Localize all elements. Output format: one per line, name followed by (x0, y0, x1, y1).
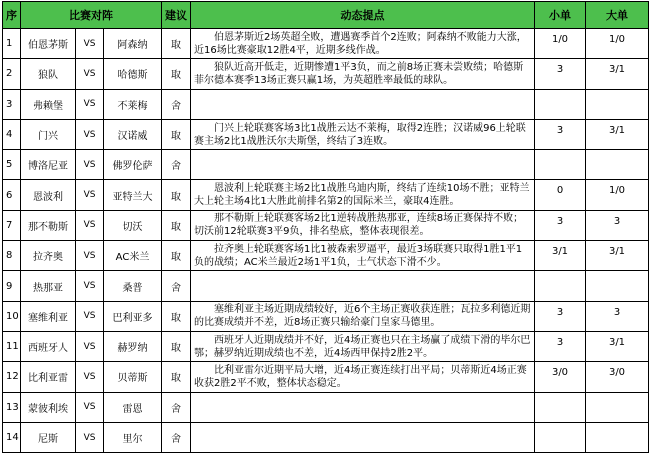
header-matchup: 比赛对阵 (21, 2, 162, 29)
table-row (3, 301, 649, 331)
analysis-text: 拉齐奥上轮联赛客场1比1被森索罗逼平，最近3场联赛只取得1胜1平1负的战绩；AC米兰最近2场1平1负，士气状态下滑不少。 (194, 243, 523, 268)
match-analysis (191, 210, 535, 240)
pick-suggestion: 取 (162, 119, 191, 149)
match-analysis (191, 271, 535, 301)
home-team: 恩波利 (21, 180, 76, 210)
versus-label: VS (76, 331, 104, 361)
versus-label: VS (76, 241, 104, 271)
away-team: 汉诺威 (104, 119, 162, 149)
versus-label: VS (76, 362, 104, 392)
match-analysis (191, 301, 535, 331)
away-team: AC米兰 (104, 241, 162, 271)
row-index: 9 (3, 271, 21, 301)
row-index: 8 (3, 241, 21, 271)
row-index: 3 (3, 89, 21, 119)
big-bet: 3/1 (586, 241, 649, 271)
small-bet: 0 (535, 180, 586, 210)
analysis-text: 西班牙人近期成绩并不好，近4场正赛也只在主场赢了成绩下滑的毕尔巴鄂；赫罗纳近期成绩也不差，近4场西甲保持2胜2平。 (194, 334, 531, 359)
row-index: 12 (3, 362, 21, 392)
match-analysis (191, 89, 535, 119)
row-index: 2 (3, 59, 21, 89)
home-team: 门兴 (21, 119, 76, 149)
row-index: 10 (3, 301, 21, 331)
pick-suggestion: 取 (162, 29, 191, 59)
big-bet (586, 271, 649, 301)
match-analysis (191, 241, 535, 271)
pick-suggestion: 取 (162, 362, 191, 392)
pick-suggestion: 舍 (162, 422, 191, 452)
row-index: 6 (3, 180, 21, 210)
small-bet: 3 (535, 119, 586, 149)
small-bet: 3/1 (535, 241, 586, 271)
small-bet (535, 422, 586, 452)
versus-label: VS (76, 301, 104, 331)
pick-suggestion: 取 (162, 59, 191, 89)
table-row (3, 150, 649, 180)
small-bet: 3 (535, 301, 586, 331)
analysis-text: 比利亚雷尔近期平局大增，近4场正赛连续打出平局；贝蒂斯近4场正赛收获2胜2平不败，整体状态稳定。 (194, 364, 527, 389)
home-team: 西班牙人 (21, 331, 76, 361)
match-analysis (191, 29, 535, 59)
header-row (3, 2, 649, 29)
row-index: 7 (3, 210, 21, 240)
home-team: 热那亚 (21, 271, 76, 301)
big-bet (586, 150, 649, 180)
header-small: 小单 (535, 2, 586, 29)
small-bet: 3 (535, 331, 586, 361)
table-row (3, 392, 649, 422)
row-index: 5 (3, 150, 21, 180)
analysis-text: 恩波利上轮联赛主场2比1战胜乌迪内斯，终结了连续10场不胜；亚特兰大上轮主场4比1大胜此前排名第2的国际米兰，豪取4连胜。 (194, 183, 530, 208)
match-analysis (191, 150, 535, 180)
small-bet (535, 89, 586, 119)
away-team: 哈德斯 (104, 59, 162, 89)
match-analysis (191, 362, 535, 392)
big-bet (586, 422, 649, 452)
pick-suggestion: 舍 (162, 271, 191, 301)
away-team: 阿森纳 (104, 29, 162, 59)
small-bet: 3 (535, 59, 586, 89)
away-team: 不莱梅 (104, 89, 162, 119)
row-index: 4 (3, 119, 21, 149)
match-analysis (191, 59, 535, 89)
small-bet (535, 392, 586, 422)
away-team: 佛罗伦萨 (104, 150, 162, 180)
home-team: 博洛尼亚 (21, 150, 76, 180)
big-bet: 3/1 (586, 59, 649, 89)
versus-label: VS (76, 119, 104, 149)
home-team: 塞维利亚 (21, 301, 76, 331)
table-row (3, 422, 649, 452)
table-row (3, 241, 649, 271)
table-row (3, 210, 649, 240)
away-team: 里尔 (104, 422, 162, 452)
row-index: 1 (3, 29, 21, 59)
big-bet: 3 (586, 210, 649, 240)
small-bet: 3 (535, 210, 586, 240)
pick-suggestion: 取 (162, 331, 191, 361)
table-row (3, 271, 649, 301)
small-bet: 3/0 (535, 362, 586, 392)
lottery-prediction-table (2, 1, 649, 453)
home-team: 弗赖堡 (21, 89, 76, 119)
pick-suggestion: 取 (162, 301, 191, 331)
match-analysis (191, 180, 535, 210)
away-team: 赫罗纳 (104, 331, 162, 361)
away-team: 桑普 (104, 271, 162, 301)
row-index: 13 (3, 392, 21, 422)
header-big: 大单 (586, 2, 649, 29)
pick-suggestion: 舍 (162, 89, 191, 119)
big-bet: 3/0 (586, 362, 649, 392)
row-index: 14 (3, 422, 21, 452)
table-body (3, 29, 649, 453)
pick-suggestion: 取 (162, 210, 191, 240)
match-analysis (191, 422, 535, 452)
big-bet: 3/1 (586, 331, 649, 361)
home-team: 那不勒斯 (21, 210, 76, 240)
table-row (3, 59, 649, 89)
versus-label: VS (76, 89, 104, 119)
away-team: 贝蒂斯 (104, 362, 162, 392)
small-bet (535, 150, 586, 180)
pick-suggestion: 舍 (162, 150, 191, 180)
table-row (3, 362, 649, 392)
analysis-text: 狼队近高开低走，近期惨遭1平3负，而之前8场正赛未尝败绩；哈德斯菲尔德本赛季13场正赛只赢1场，为英超胜率最低的球队。 (194, 61, 524, 86)
big-bet: 1/0 (586, 180, 649, 210)
pick-suggestion: 取 (162, 180, 191, 210)
analysis-text: 塞维利亚主场近期成绩较好，近6个主场正赛收获连胜；瓦拉多利德近期的比赛成绩并不差，近8场正赛只输给豪门皇家马德里。 (194, 304, 531, 329)
versus-label: VS (76, 422, 104, 452)
versus-label: VS (76, 180, 104, 210)
big-bet: 3 (586, 301, 649, 331)
row-index: 11 (3, 331, 21, 361)
away-team: 切沃 (104, 210, 162, 240)
table-row (3, 29, 649, 59)
pick-suggestion: 取 (162, 241, 191, 271)
versus-label: VS (76, 210, 104, 240)
versus-label: VS (76, 271, 104, 301)
header-analysis: 动态提点 (191, 2, 535, 29)
big-bet: 1/0 (586, 29, 649, 59)
big-bet (586, 392, 649, 422)
home-team: 蒙彼利埃 (21, 392, 76, 422)
home-team: 拉齐奥 (21, 241, 76, 271)
home-team: 狼队 (21, 59, 76, 89)
away-team: 亚特兰大 (104, 180, 162, 210)
table-row (3, 119, 649, 149)
home-team: 比利亚雷 (21, 362, 76, 392)
versus-label: VS (76, 29, 104, 59)
analysis-text: 那不勒斯上轮联赛客场2比1逆转战胜热那亚，连续8场正赛保持不败；切沃前12轮联赛3平9负，排名垫底，整体表现很差。 (194, 213, 524, 238)
small-bet: 1/0 (535, 29, 586, 59)
table-row (3, 180, 649, 210)
versus-label: VS (76, 392, 104, 422)
small-bet (535, 271, 586, 301)
table-row (3, 331, 649, 361)
away-team: 巴利亚多 (104, 301, 162, 331)
table-row (3, 89, 649, 119)
header-pick: 建议 (162, 2, 191, 29)
analysis-text: 门兴上轮联赛客场3比1战胜云达不莱梅，取得2连胜；汉诺威96上轮联赛主场2比1战胜沃尔夫斯堡，终结了3连败。 (194, 122, 526, 147)
header-index: 序 (3, 2, 21, 29)
versus-label: VS (76, 59, 104, 89)
big-bet (586, 89, 649, 119)
match-analysis (191, 331, 535, 361)
pick-suggestion: 舍 (162, 392, 191, 422)
home-team: 伯恩茅斯 (21, 29, 76, 59)
big-bet: 3/1 (586, 119, 649, 149)
away-team: 雷恩 (104, 392, 162, 422)
versus-label: VS (76, 150, 104, 180)
match-analysis (191, 392, 535, 422)
match-analysis (191, 119, 535, 149)
home-team: 尼斯 (21, 422, 76, 452)
analysis-text: 伯恩茅斯近2场英超全败，遭遇赛季首个2连败；阿森纳不败能力大涨，近16场比赛豪取12胜4平，近期多线作战。 (194, 31, 527, 56)
